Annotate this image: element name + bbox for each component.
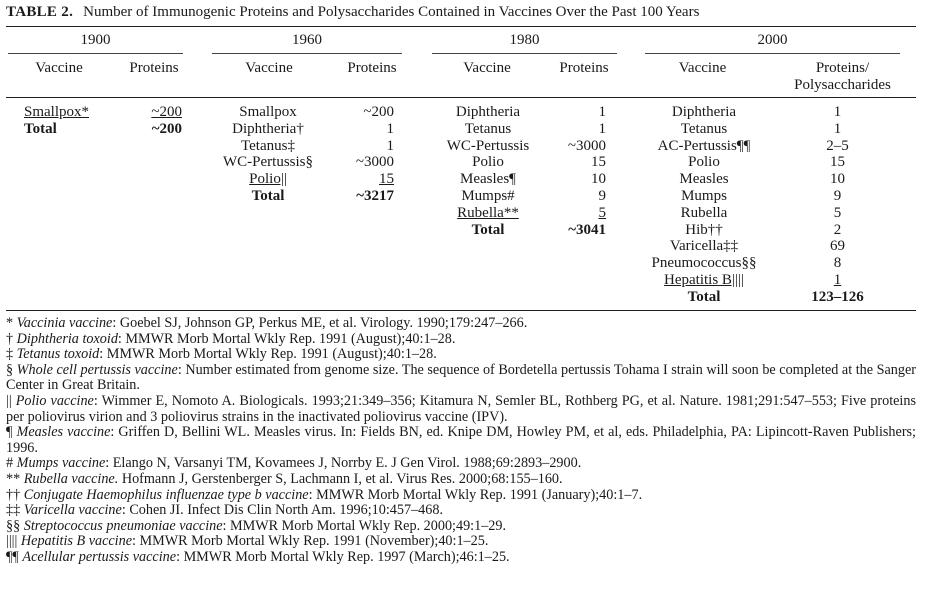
protein-count: 2 [833, 221, 842, 238]
era-1960: 1960 [292, 32, 322, 48]
era-2000-rule [645, 53, 900, 54]
footnote-mark: ‡‡ [6, 502, 24, 519]
footnote-subject: Conjugate Haemophilus influenzae type b vaccine [23, 486, 309, 503]
header-proteins-2000-line2: Polysaccharides [794, 77, 891, 93]
footnote [6, 332, 916, 348]
protein-count: 15 [379, 171, 394, 188]
total-label: Total [251, 187, 285, 204]
vaccine-name: Diphtheria [455, 104, 521, 120]
header-vaccine-2000: Vaccine [678, 60, 727, 76]
protein-count: 9 [598, 187, 606, 204]
protein-count: ~200 [363, 104, 394, 120]
footnote-subject: Hepatitis B vaccine [20, 533, 133, 550]
era-2000: 2000 [757, 32, 788, 48]
protein-count: 5 [833, 204, 842, 221]
protein-count: 8 [833, 255, 842, 272]
table-title [6, 4, 699, 21]
footnote-citation: : MMWR Morb Mortal Wkly Rep. 1997 (March);46:1–25. [176, 548, 510, 565]
footnote [6, 363, 916, 394]
column-2000-vaccines [645, 104, 763, 306]
vaccine-name: Mumps [681, 187, 727, 204]
footnote-citation: : MMWR Morb Mortal Wkly Rep. 2000;49:1–29. [222, 517, 507, 534]
header-proteins-1960: Proteins [347, 60, 397, 76]
vaccine-name: Measles¶ [460, 171, 516, 188]
column-1960-proteins [328, 104, 394, 205]
footnote-mark: # [6, 455, 17, 472]
column-1960-vaccines [212, 104, 324, 205]
footnote-subject: Whole cell pertussis vaccine [16, 361, 178, 378]
footnote [6, 425, 916, 456]
vaccine-name: Polio [472, 154, 504, 171]
footnote-mark: || [6, 392, 16, 409]
footnote-subject: Diphtheria toxoid [16, 330, 118, 347]
top-rule [6, 26, 916, 27]
footnote-mark: ¶ [6, 424, 17, 441]
footnote-mark: |||| [6, 533, 21, 550]
era-1960-rule [212, 53, 402, 54]
total-label: Total [24, 120, 57, 137]
footnote-mark: †† [6, 486, 24, 503]
column-1980-vaccines [432, 104, 544, 238]
protein-count: ~3000 [567, 137, 606, 154]
footnote-subject: Acellular pertussis vaccine [22, 548, 177, 565]
footnote-mark: ** [6, 470, 24, 487]
vaccine-name: Hepatitis B|||| [664, 271, 744, 288]
protein-count: 10 [591, 171, 606, 188]
footnote-subject: Measles vaccine [16, 424, 111, 441]
footnote-subject: Varicella vaccine [23, 502, 122, 519]
vaccine-name: Diphtheria† [232, 120, 304, 137]
footnote-mark: ¶¶ [6, 548, 23, 565]
bottom-rule [6, 310, 916, 311]
header-proteins-1980: Proteins [559, 60, 609, 76]
footnote-citation: Hofmann J, Gerstenberger S, Lachmann I, et al. Virus Res. 2000;68:155–160. [118, 470, 563, 487]
vaccine-name: Mumps# [461, 187, 515, 204]
footnote-citation: : MMWR Morb Mortal Wkly Rep. 1991 (August);40:1–28. [117, 330, 456, 347]
vaccine-name: Hib†† [685, 221, 723, 238]
footnote [6, 550, 916, 566]
footnote-citation: : Cohen JI. Infect Dis Clin North Am. 1996;10:457–468. [121, 502, 443, 519]
footnote-subject: Polio vaccine [15, 392, 94, 409]
era-1900-rule [8, 53, 183, 54]
protein-count: 1 [386, 120, 394, 137]
protein-count: 1 [833, 120, 842, 137]
vaccine-name: Varicella‡‡ [669, 238, 739, 255]
total-label: Total [687, 288, 721, 305]
footnote-citation: : MMWR Morb Mortal Wkly Rep. 1991 (August);40:1–28. [99, 346, 437, 363]
vaccine-name: Polio [688, 154, 720, 171]
header-vaccine-1960: Vaccine [245, 60, 293, 76]
footnote-citation: : Goebel SJ, Johnson GP, Perkus ME, et al. Virology. 1990;179:247–266. [112, 315, 528, 331]
vaccine-name: WC-Pertussis [446, 137, 530, 154]
footnote-citation: : Elango N, Varsanyi TM, Kovamees J, Norrby E. J Gen Virol. 1988;69:2893–2900. [105, 455, 582, 472]
total-value: ~3217 [356, 187, 394, 204]
footnote [6, 488, 916, 504]
vaccine-name: Tetanus‡ [241, 137, 295, 154]
footnote-subject: Rubella vaccine. [23, 470, 119, 487]
vaccine-name: Pneumococcus§§ [651, 255, 757, 272]
vaccine-name: Polio|| [249, 171, 287, 188]
footnote-mark: §§ [6, 517, 24, 534]
total-value: ~200 [151, 120, 182, 137]
vaccine-name: Tetanus [680, 120, 728, 137]
footnote [6, 472, 916, 488]
footnote-citation: : MMWR Morb Mortal Wkly Rep. 1991 (November);40:1–25. [132, 533, 489, 550]
protein-count: 1 [386, 137, 394, 154]
vaccine-name: WC-Pertussis§ [223, 154, 313, 171]
protein-count: 5 [598, 204, 606, 221]
table-label: TABLE 2. [6, 4, 74, 20]
era-1980-rule [432, 53, 617, 54]
footnote [6, 519, 916, 535]
footnote-citation: : MMWR Morb Mortal Wkly Rep. 1991 (January);40:1–7. [308, 486, 643, 503]
table-caption: Number of Immunogenic Proteins and Polysaccharides Contained in Vaccines Over the Past 100 Years [83, 4, 700, 20]
era-1980: 1980 [509, 32, 540, 48]
footnote-mark: § [6, 361, 17, 378]
header-rule [6, 97, 916, 98]
header-proteins-1900: Proteins [129, 60, 179, 76]
header-vaccine-1980: Vaccine [463, 60, 511, 76]
protein-count: 15 [591, 154, 606, 171]
protein-count: 1 [833, 104, 842, 120]
footnote [6, 503, 916, 519]
protein-count: 69 [830, 238, 845, 255]
vaccine-name: Rubella** [457, 204, 519, 221]
footnote [6, 394, 916, 425]
total-value: ~3041 [568, 221, 606, 238]
protein-count: 15 [830, 154, 845, 171]
vaccine-name: Diphtheria [671, 104, 737, 120]
footnote-subject: Mumps vaccine [16, 455, 106, 472]
protein-count: ~200 [151, 104, 182, 120]
vaccine-name: Measles [679, 171, 729, 188]
header-proteins-2000-line1: Proteins/ [815, 60, 870, 76]
footnote [6, 347, 916, 363]
footnote-subject: Tetanus toxoid [16, 346, 100, 363]
era-1900: 1900 [80, 32, 111, 48]
footnote-mark: * [6, 315, 17, 331]
header-vaccine-1900: Vaccine [35, 60, 83, 76]
vaccine-name: Rubella [680, 204, 728, 221]
footnote-mark: † [6, 330, 17, 347]
protein-count: 1 [833, 271, 842, 288]
total-label: Total [471, 221, 505, 238]
column-1900-proteins [118, 104, 182, 138]
footnote-citation: : Number estimated from genome size. The sequence of Bordetella pertussis Tohama I strain will soon be completed at the Sanger Center in Great Britain. [6, 361, 917, 394]
column-1980-proteins [540, 104, 606, 238]
footnote [6, 316, 916, 332]
column-1900-vaccines [24, 104, 110, 138]
column-2000-proteins [790, 104, 885, 306]
footnote [6, 534, 916, 550]
footnote-mark: ‡ [6, 346, 17, 363]
protein-count: ~3000 [355, 154, 394, 171]
footnote [6, 456, 916, 472]
protein-count: 9 [833, 187, 842, 204]
protein-count: 1 [598, 104, 606, 120]
protein-count: 1 [598, 120, 606, 137]
vaccine-name: Smallpox* [24, 104, 90, 120]
footnote-subject: Streptococcus pneumoniae vaccine [23, 517, 223, 534]
vaccine-name: Tetanus [464, 120, 512, 137]
protein-count: 10 [830, 171, 845, 188]
footnote-citation: : Griffen D, Bellini WL. Measles virus. In: Fields BN, ed. Knipe DM, Howley PM, et al, eds. Philadelphia, PA: Lipincott-Raven Publishers; 1996. [6, 424, 917, 456]
protein-count: 2–5 [826, 137, 849, 154]
footnote-subject: Vaccinia vaccine [16, 315, 113, 331]
vaccine-name: AC-Pertussis¶¶ [657, 137, 751, 154]
footnote-citation: : Wimmer E, Nomoto A. Biologicals. 1993;21:349–356; Kitamura N, Semler BL, Rothberg PG, et al. Nature. 1981;291:547–553; Five proteins per poliovirus virion and 3 poliovirus strains in the inactivated poliovirus vaccine (IPV). [6, 392, 916, 425]
total-value: 123–126 [811, 288, 864, 305]
footnotes [6, 316, 916, 566]
vaccine-name: Smallpox [239, 104, 297, 120]
